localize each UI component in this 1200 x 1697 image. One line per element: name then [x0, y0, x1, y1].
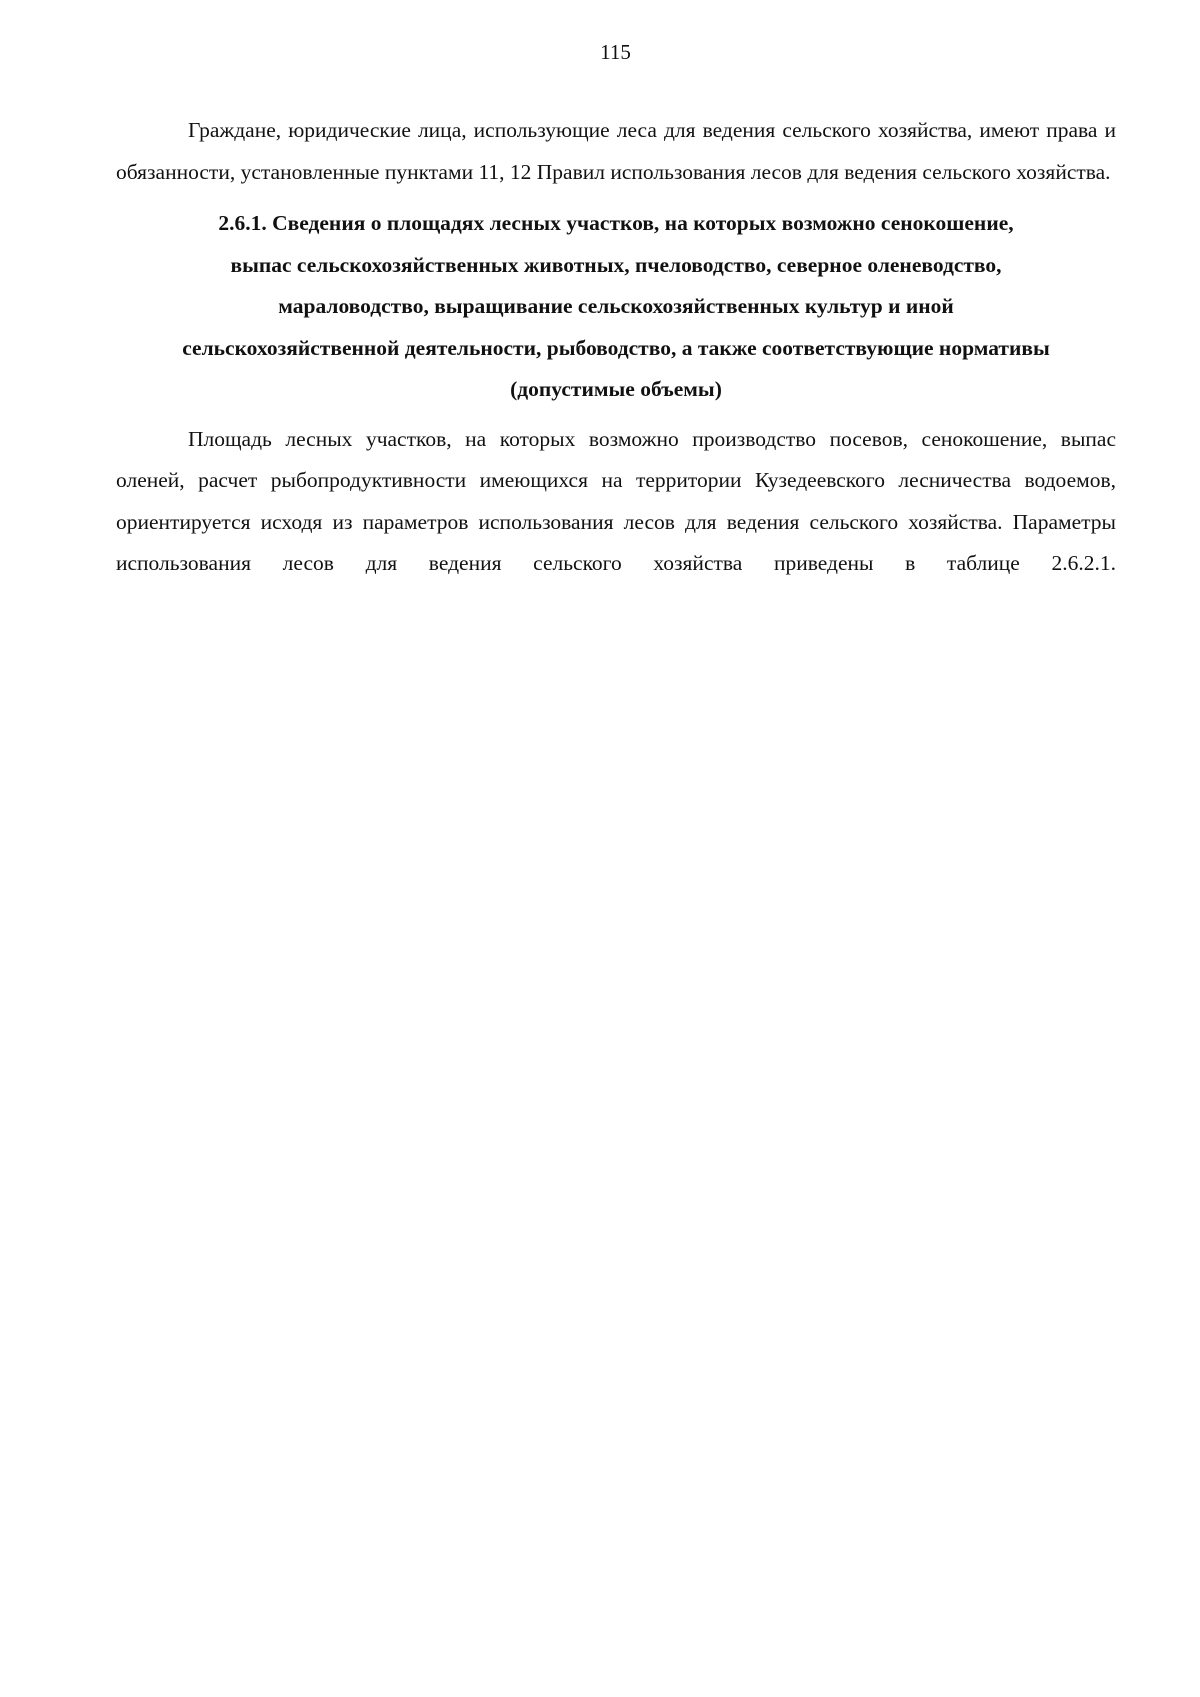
section-heading-line-5: (допустимые объемы)	[510, 377, 722, 401]
page-content	[116, 110, 1116, 585]
body-paragraph: Площадь лесных участков, на которых возможно производство посевов, сенокошение, выпас оленей, расчет рыбопродуктивности имеющихся на территории Кузедеевского лесничества водоемов, ориентируется исходя из параметров использования лесов для ведения сельского хозяйства. Параметры использования лесов для ведения сельского хозяйства приведены в таблице 2.6.2.1.	[116, 426, 1116, 575]
section-heading-line-1: 2.6.1. Сведения о площадях лесных участков, на которых возможно сенокошение,	[218, 211, 1014, 235]
section-heading-line-4: сельскохозяйственной деятельности, рыбоводство, а также соответствующие нормативы	[182, 335, 1050, 360]
intro-paragraph: Граждане, юридические лица, использующие леса для ведения сельского хозяйства, имеют права и обязанности, установленные пунктами 11, 12 Правил использования лесов для ведения сельского хозяйства.	[116, 118, 1116, 184]
page-number: 115	[600, 40, 631, 64]
section-heading-line-3: мараловодство, выращивание сельскохозяйственных культур и иной	[278, 294, 954, 318]
section-heading	[116, 203, 1116, 411]
section-heading-line-2: выпас сельскохозяйственных животных, пчеловодство, северное оленеводство,	[230, 252, 1002, 277]
